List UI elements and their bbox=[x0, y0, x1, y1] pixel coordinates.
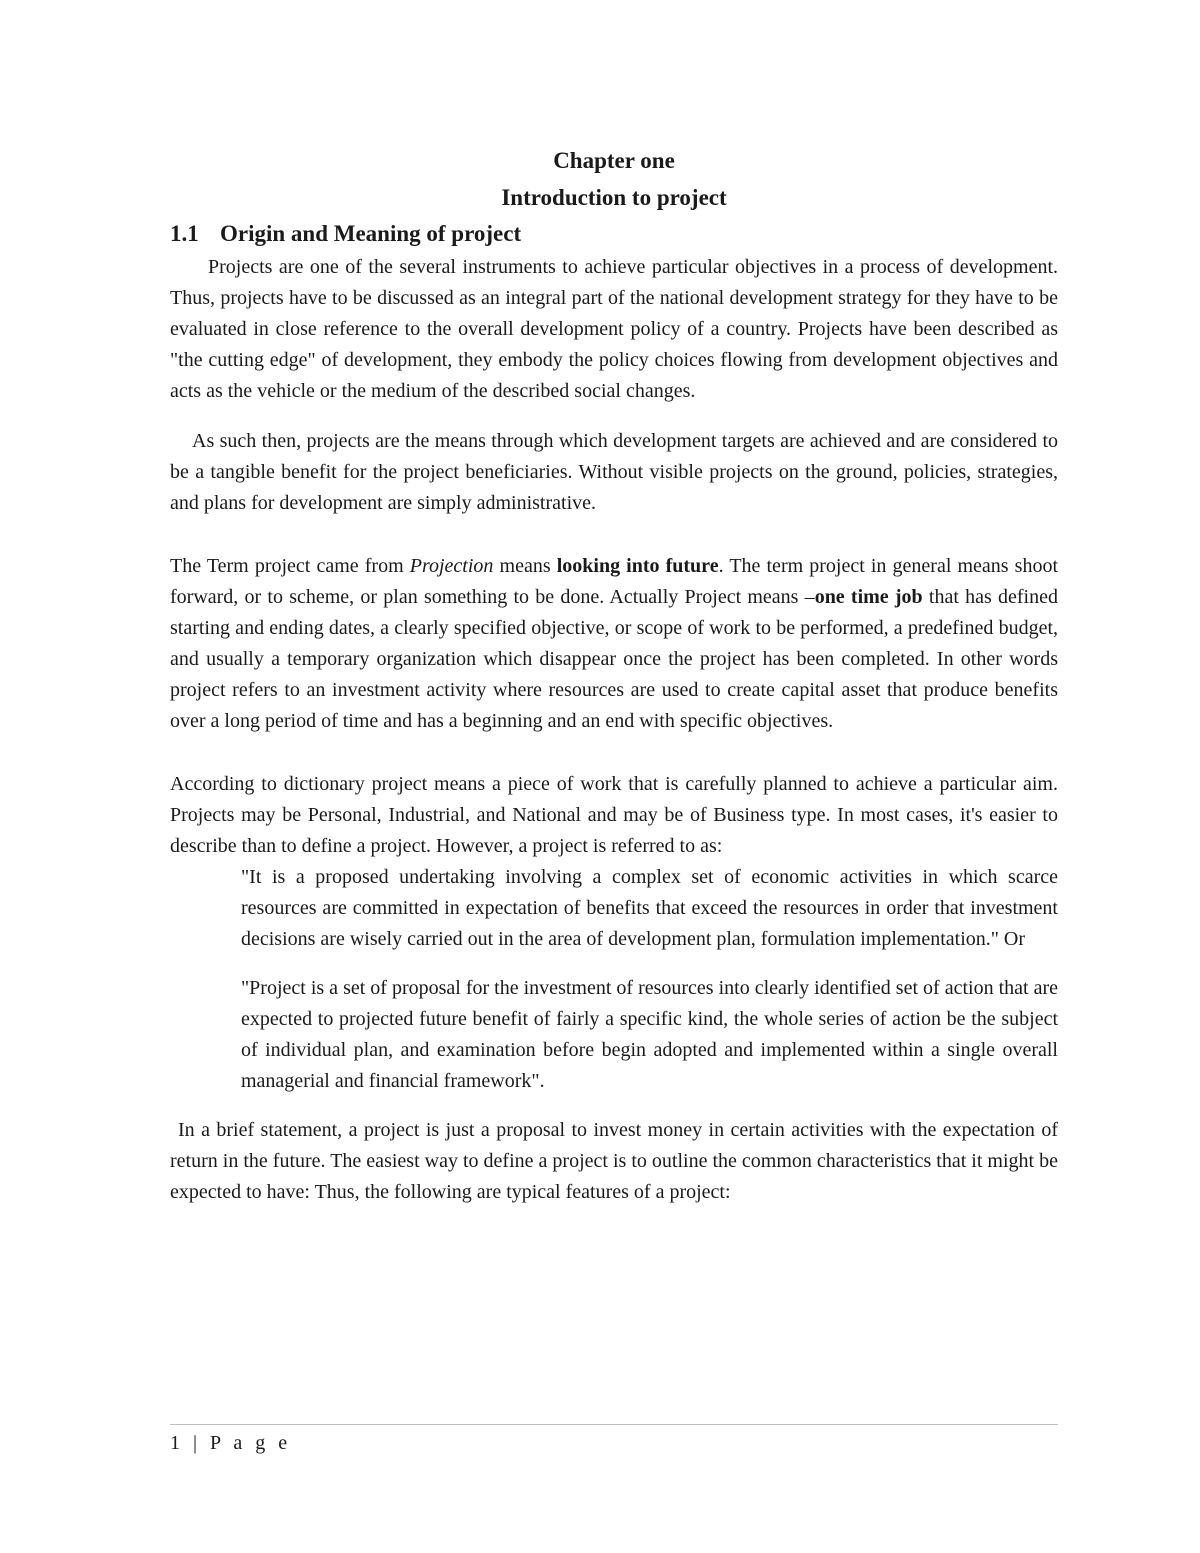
paragraph-dictionary-definition: According to dictionary project means a piece of work that is carefully planned to achieve a particular aim. Projects may be Personal, Industrial, and National and may be of Business type. In most cases, it's easier to describe than to define a project. However, a project is referred to as: bbox=[170, 773, 1058, 857]
text-run: means bbox=[493, 555, 557, 577]
block-quote-proposed-undertaking: "It is a proposed undertaking involving a complex set of economic activities in which scarce resources are committed in expectation of benefits that exceed the resources in order that investment decisions are wisely carried out in the area of development plan, formulation implementation." Or bbox=[241, 866, 1058, 950]
bold-one-time-job: one time job bbox=[814, 586, 923, 608]
chapter-title: Chapter one bbox=[553, 148, 675, 173]
paragraph-term-project bbox=[170, 551, 1058, 737]
chapter-subtitle: Introduction to project bbox=[501, 185, 727, 210]
section-title: Origin and Meaning of project bbox=[220, 221, 522, 246]
text-run: The Term project came from bbox=[170, 555, 410, 577]
section-heading bbox=[170, 216, 1058, 252]
page-number-footer: 1 | P a g e bbox=[170, 1432, 292, 1454]
emphasis-projection: Projection bbox=[409, 555, 494, 577]
block-quote-set-of-proposal: "Project is a set of proposal for the investment of resources into clearly identified set of action that are expected to projected future benefit of fairly a specific kind, the whole series of action be the subject of individual plan, and examination before begin adopted and implemented within a single overall managerial and financial framework". bbox=[241, 977, 1058, 1092]
paragraph-development-targets: As such then, projects are the means through which development targets are achieved and are considered to be a tangible benefit for the project beneficiaries. Without visible projects on the ground, policies, strategies, and plans for development are simply administrative. bbox=[170, 430, 1058, 514]
footer-divider bbox=[170, 1424, 1058, 1425]
text-run: . The term project in general means shoot forward, or to scheme, or plan something to be done. Actually Project means – bbox=[170, 555, 1059, 608]
text-run: that has defined starting and ending dates, a clearly specified objective, or scope of work to be performed, a predefined budget, and usually a temporary organization which disappear once the project has been completed. In other words project refers to an investment activity where resources are used to create capital asset that produce benefits over a long period of time and has a beginning and an end with specific objectives. bbox=[170, 586, 1058, 732]
section-number: 1.1 bbox=[170, 221, 199, 246]
bold-looking-into-future: looking into future bbox=[556, 555, 719, 577]
page-content bbox=[170, 142, 1058, 1208]
paragraph-projects-instruments: Projects are one of the several instruments to achieve particular objectives in a process of development. Thus, projects have to be discussed as an integral part of the national development strategy for they have to be evaluated in close reference to the overall development policy of a country. Projects have been described as "the cutting edge" of development, they embody the policy choices flowing from development objectives and acts as the vehicle or the medium of the described social changes. bbox=[170, 256, 1058, 402]
paragraph-brief-statement: In a brief statement, a project is just a proposal to invest money in certain activities with the expectation of return in the future. The easiest way to define a project is to outline the common characteristics that it might be expected to have: Thus, the following are typical features of a project: bbox=[170, 1119, 1058, 1203]
